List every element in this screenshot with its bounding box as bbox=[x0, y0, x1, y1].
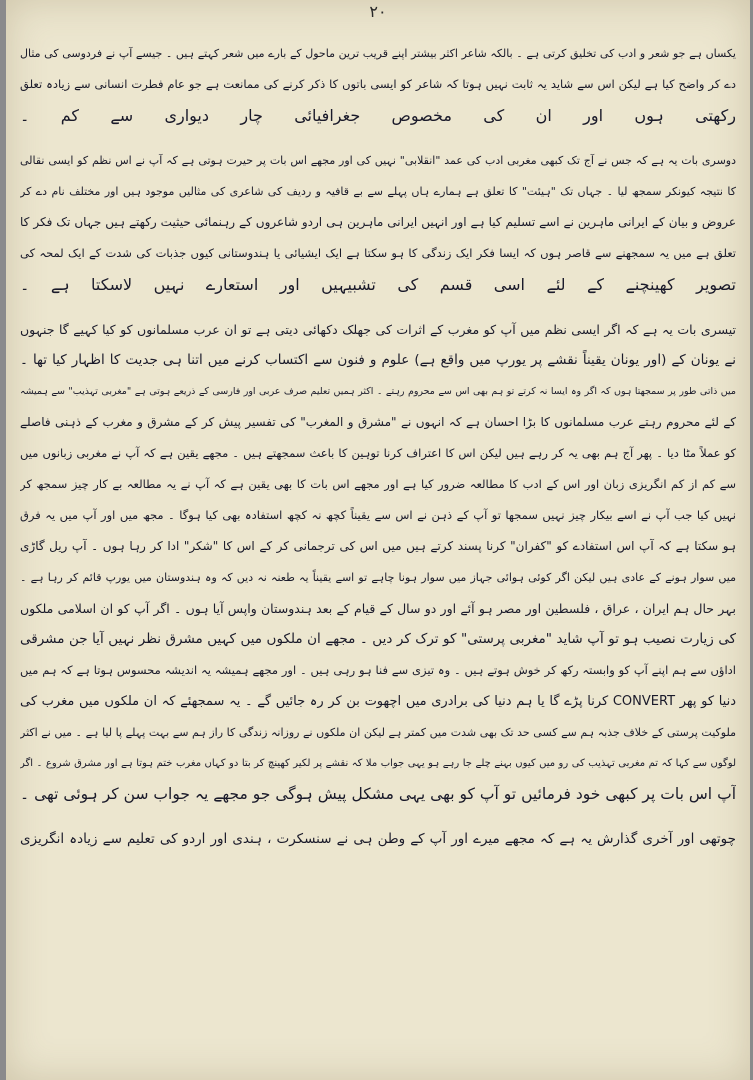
text-line: چوتھی اور آخری گذارش یہ ہے کہ مجھے میرے اور آپ کے وطن ہی نے سنسکرت ، ہندی اور اردو کی تعلیم سے زیادہ انگریزی bbox=[20, 831, 736, 847]
text-line: نہیں کیا جب آپ نے اسے بیکار چیز نہیں سمجھا تو آپ کے ذہن نے اس سے یقیناً کچھ نہ کچھ استفادہ بھی کیا ہوگا ۔ مجھ میں اور آپ میں یہ فرق bbox=[20, 508, 736, 522]
text-line: ہو سکتا ہے کہ آپ اس استفادے کو "کفران" کرنا پسند کرتے ہیں میں اس کی ترجمانی کر کے اس کا "شکر" ادا کر رہا ہوں ۔ آپ ریل گاڑی bbox=[20, 539, 736, 553]
text-line: کا نتیجہ کیونکر سمجھ لیا ۔ جہاں تک "ہیئت" کا تعلق ہے ہمارے ہاں پہلے سے بے قافیہ و ردیف کی شاعری کی مثالیں موجود ہیں اور مختلف نام دے کر bbox=[20, 185, 736, 198]
paragraph bbox=[20, 145, 736, 300]
paragraph bbox=[20, 824, 736, 855]
page-number: ۲۰ bbox=[369, 2, 387, 21]
text-line: رکھتی ہوں اور ان کی مخصوص جغرافیائی چار دیواری سے کم ۔ bbox=[20, 106, 736, 125]
text-line: دوسری بات یہ ہے کہ جس نے آج تک کبھی مغربی ادب کی عمد "انقلابی" نہیں کی اور مجھے اس بات پر حیرت ہوتی ہے کہ آپ نے اس نظم کو ایسی نقالی bbox=[20, 154, 736, 167]
paragraph bbox=[20, 38, 736, 131]
text-line: یکساں ہے جو شعر و ادب کی تخلیق کرتی ہے ۔ بالکہ شاعر اکثر بیشتر اپنے قریب ترین ماحول کے بارے میں شعر کہتے ہیں ۔ جیسے آپ نے فردوسی کی مثال bbox=[20, 47, 736, 60]
text-line: دنیا کو پھر CONVERT کرنا پڑے گا یا ہم دنیا کی برادری میں اچھوت بن کر رہ جائیں گے ۔ یہ سمجھئے کہ ان ملکوں میں مغرب کی bbox=[20, 694, 736, 709]
text-line: نے یونان کے (اور یونان یقیناً نقشے پر یورپ میں واقع ہے) علوم و فنون سے اکتساب کرنے میں اتنا ہی جدیت کا اظہار کیا تھا ۔ bbox=[20, 352, 736, 368]
text-line: میں ذاتی طور پر سمجھتا ہوں کہ اگر وہ ایسا نہ کرتے تو ہم بھی اس سے محروم رہتے ۔ اکثر ہمیں تعلیم صرف عربی اور فارسی کے ذریعے ہوتی ہے "مغربی تہذیب" سے ہمیشہ bbox=[20, 386, 736, 397]
text-line: سے کم از کم انگریزی زبان اور اس کے ادب کا مطالعہ ضرور کیا ہے اور مجھے اس بات کا بھی یقین ہے کہ آپ نے یہ مطالعہ بے کار چیز سمجھ کر bbox=[20, 477, 736, 491]
text-line: کی زیارت نصیب ہو تو آپ شاید "مغربی پرستی" کو ترک کر دیں ۔ مجھے ان ملکوں میں کہیں مشرق نظر نہیں آیا جن مشرقی bbox=[20, 631, 736, 647]
paragraph bbox=[20, 686, 736, 810]
text-line: عروض و بیان کے ایرانی ماہرین نے اسے تسلیم کیا ہے اور انہیں ایرانی ماہرین ہی اردو شاعروں کے رہنمائی حیثیت رکھتے ہیں جہاں تک فکر کا bbox=[20, 215, 736, 229]
text-line: اداؤں سے ہم اپنے آپ کو وابستہ رکھ کر خوش ہوتے ہیں ۔ وہ تیزی سے فنا ہو رہی ہیں ۔ اور مجھے ہمیشہ یہ اندیشہ محسوس ہوتا ہے کہ ہم میں bbox=[20, 663, 736, 677]
manuscript-page bbox=[6, 0, 750, 1080]
text-line: آپ اس بات پر کبھی خود فرمائیں تو آپ کو بھی یہی مشکل پیش ہوگی جو مجھے یہ جواب سن کر ہوئی تھی ۔ bbox=[20, 785, 736, 803]
text-line: ملوکیت پرستی کے خلاف جذبہ ہم سے کسی حد تک بھی شدت میں کمتر ہے لیکن ان ملکوں نے روزانہ زندگی کا راز ہم سے بہت پہلے پا لیا ہے ۔ میں نے اکثر bbox=[20, 726, 736, 739]
text-line: کے لئے محروم رہتے عرب مسلمانوں کا بڑا احسان ہے کہ انہوں نے "مشرق و المغرب" کی تفسیر پیش کر کے مشرق و مغرب کے ذہنی فاصلے bbox=[20, 415, 736, 429]
text-line: دے کر واضح کیا ہے لیکن اس سے شاید یہ ثابت نہیں ہوتا کہ شاعر کو ایسی باتوں کا ذکر کرنے کی ممانعت ہے جو عام فطرت انسانی سے زیادہ تعلق bbox=[20, 77, 736, 91]
text-line: لوگوں سے کہا کہ تم مغربی تہذیب کی رو میں کیوں بہنے چلے جا رہے ہو یہی جواب ملا کہ نقشے پر لکیر کھینچ کر بتا دو کہاں مغرب ختم ہوتا ہے اور مشرق شروع ۔ اگر bbox=[20, 758, 736, 769]
text-line: تیسری بات یہ ہے کہ اگر ایسی نظم میں آپ کو مغرب کے اثرات کی جھلک دکھائی دیتی ہے تو ان عرب مسلمانوں کو کیا کہیے گا جنہوں bbox=[20, 322, 736, 337]
text-line: تعلق ہے میں یہ سمجھنے سے قاصر ہوں کہ ایسا فکر ایک زندگی کا ہو سکتا ہے ایک ایشیائی یا ہندوستانی کیوں جذبات کی شدت کے ایک لمحہ کی bbox=[20, 246, 736, 260]
text-line: تصویر کھینچنے کے لئے اسی قسم کی تشبیہیں اور استعارے نہیں لاسکتا ہے ۔ bbox=[20, 275, 736, 294]
body-text bbox=[20, 38, 736, 855]
text-line: میں سوار ہونے کے عادی ہیں لیکن اگر کوئی ہوائی جہاز میں سوار ہونا چاہے تو اسے یقیناً یہ طعنہ نہ دیں کہ وہ ہندوستان میں یورپ قائم کر رہا ہے ۔ bbox=[20, 571, 736, 584]
text-line: بہر حال ہم ایران ، عراق ، فلسطین اور مصر ہو آئے اور دو سال کے قیام کے بعد ہندوستان واپس آیا ہوں ۔ اگر آپ کو ان اسلامی ملکوں bbox=[20, 601, 736, 616]
text-line: کو عملاً مٹا دیا ۔ پھر آج ہم بھی یہ کر رہے ہیں لیکن اس کا اعتراف کرنا توہین کا باعث سمجھتے ہیں ۔ مجھے یقین ہے کہ آپ نے مغربی زبانوں میں bbox=[20, 446, 736, 460]
paragraph bbox=[20, 314, 736, 686]
